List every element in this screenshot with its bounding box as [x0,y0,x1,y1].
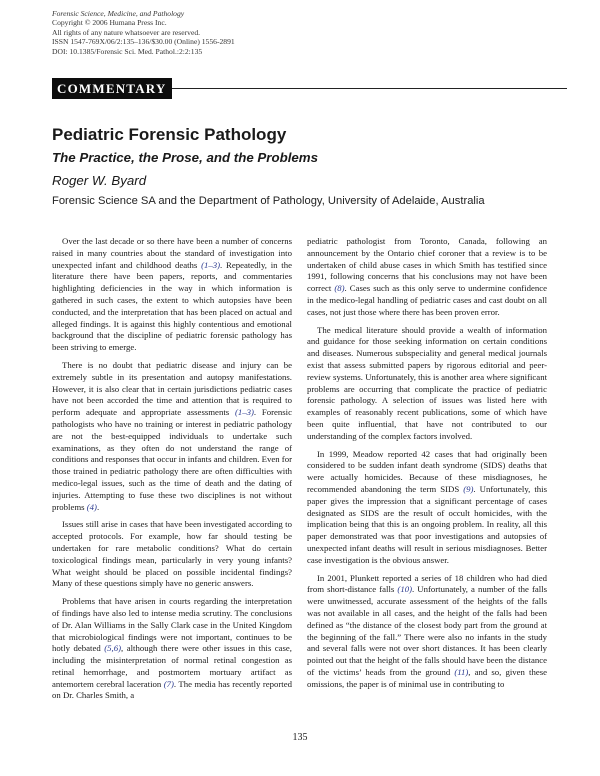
article-author: Roger W. Byard [52,173,147,188]
paragraph-text: In 1999, Meadow reported 42 cases that had originally been considered to be sudden infant death syndrome (SIDS) deaths that were actually homicides. Because of these misdiagnoses, he recommended abandoning the term SIDS [307,448,547,494]
paragraph-text: Over the last decade or so there have been a number of concerns raised in many countries about the standard of investigation into unexpected infant and childhood deaths [52,236,292,270]
article-title: Pediatric Forensic Pathology [52,125,287,144]
paragraph-text: . Unfortunately, a number of the falls were unwitnessed, accurate assessment of the heights of the falls was not available in all cases, and the height of the falls had been defined as “the distance of the closest body part from the ground at the beginning of the fall.” There were also no infants in the study and several falls were not over short distances. It has been clearly pointed out that the height of the falls should have been the distance of the victims’ heads from the ground [307,584,548,677]
body-paragraph [307,449,547,567]
section-rule [172,88,567,89]
citation-link[interactable]: (10) [397,584,412,595]
author-affiliation: Forensic Science SA and the Department of Pathology, University of Adelaide, Australia [52,195,485,207]
paragraph-text: . Cases such as this only serve to undermine confidence in the medico-legal handling of pediatric cases and cast doubt on all cases, not just those where there has been proven error. [307,283,547,317]
journal-header [52,9,372,56]
body-column-right [307,236,547,690]
body-paragraph [52,596,292,702]
body-paragraph [52,236,292,354]
paragraph-text: . Repeatedly, in the literature there have been papers, reports, and commentaries highlighting deficiencies in the way in which information is gathered in such cases, the extent to which autopsies have been conducted, and the interpretation that has been placed on actual and alleged findings. It is against this highly contentious and emotional background that the discipline of pediatric forensic pathology has been striving to emerge. [52,259,292,353]
citation-link[interactable]: (8) [334,283,345,294]
paragraph-text: , although there were other issues in this case, including the misinterpretation of normal retinal congestion as retinal hemorrhage, and postmortem mortuary artifact as antemortem cerebral laceration [52,643,292,689]
body-paragraph [307,573,547,691]
citation-link[interactable]: (11) [454,666,469,677]
citation-link[interactable]: (4) [86,501,97,512]
citation-link[interactable]: (1–3) [234,407,254,418]
citation-link[interactable]: (9) [463,483,474,494]
journal-name: Forensic Science, Medicine, and Pathology [52,9,185,18]
paragraph-text: . Unfortunately, this paper gives the impression that a significant percentage of cases designated as SIDS are the result of occult homicides, with the implication being that this is an ongoing problem. In reality, all this paper demonstrated was that poor investigations and autopsies of unexpected infant deaths will result in serious misdiagnoses. Better case investigation is the obvious answer. [307,483,548,565]
body-paragraph [52,360,292,513]
citation-link[interactable]: (7) [163,678,174,689]
rights-line: All rights of any nature whatsoever are reserved. [52,27,201,37]
paragraph-text: There is no doubt that pediatric disease and injury can be extremely subtle in its presentation and autopsy manifestations. However, it is also clear that in certain jurisdictions pediatric cases have not been accorded the time and attention that is required to perform adequate and appropriate assessments [52,359,292,418]
paragraph-text: Problems that have arisen in courts regarding the interpretation of findings have also led to intense media scrutiny. The conclusions of Dr. Alan Williams in the Sally Clark case in the United Kingdom that microbiological findings were not important, continues to be hotly debated [52,596,292,654]
page-number: 135 [292,732,308,743]
paragraph-text: , and so, given these omissions, the paper is of minimal use in contributing to [307,666,547,689]
body-column-left [52,236,292,702]
citation-link[interactable]: (5,6) [104,643,121,654]
paragraph-text: pediatric pathologist from Toronto, Canada, following an announcement by the Ontario chief coroner that a review is to be undertaken of child abuse cases in which Smith has testified since 1991, following concerns that his conclusions may not have been correct [307,236,547,294]
citation-link[interactable]: (1–3) [201,259,221,270]
body-paragraph [307,325,547,443]
issn-line: ISSN 1547-769X/06/2:135–136/$30.00 (Online) 1556-2891 [52,37,235,47]
paragraph-text: Issues still arise in cases that have been investigated according to accepted protocols. For example, how far should testing be undertaken for rare metabolic conditions? What do certain toxicological findings mean, particularly in very young infants? What weight should be placed on possible incidental findings? Many of these questions simply have no generic answers. [52,519,292,589]
doi-line: DOI: 10.1385/Forensic Sci. Med. Pathol.:2:2:135 [52,46,203,56]
paragraph-text: In 2001, Plunkett reported a series of 18 children who had died from short-distance falls [307,572,547,595]
copyright-line: Copyright © 2006 Humana Press Inc. [52,18,167,28]
article-subtitle: The Practice, the Prose, and the Problems [52,150,319,165]
paragraph-text: . [96,501,100,512]
paragraph-text: The medical literature should provide a wealth of information and guidance for those seeking information on certain conditions and diseases. Numerous subspeciality and general medical journals exist that assess submitted papers by rigorous editorial and peer-review systems. Unfortunately, this is another area where significant problems are occurring that complicate the practice of pediatric forensic pathology. A selection of issues was listed here with examples of reasonably recent publications, some of which have been quite influential, that have not contributed to our understanding of the complex factors involved. [307,324,547,441]
body-paragraph [307,236,547,319]
paragraph-text: . Forensic pathologists who have no training or interest in pediatric pathology are not the best-equipped individuals to undertake such examinations, as they often do not understand the range of conditions and responses that occur in infants and children. Even for those trained in pediatric pathology there are often difficulties with medico-legal issues, such as the time of death and the dating of injuries. Attempting to fuse these two disciplines is not without problems [52,407,292,512]
paragraph-text: . The media has recently reported on Dr. Charles Smith, a [52,678,292,701]
body-paragraph [52,519,292,590]
section-label: COMMENTARY [52,78,172,99]
